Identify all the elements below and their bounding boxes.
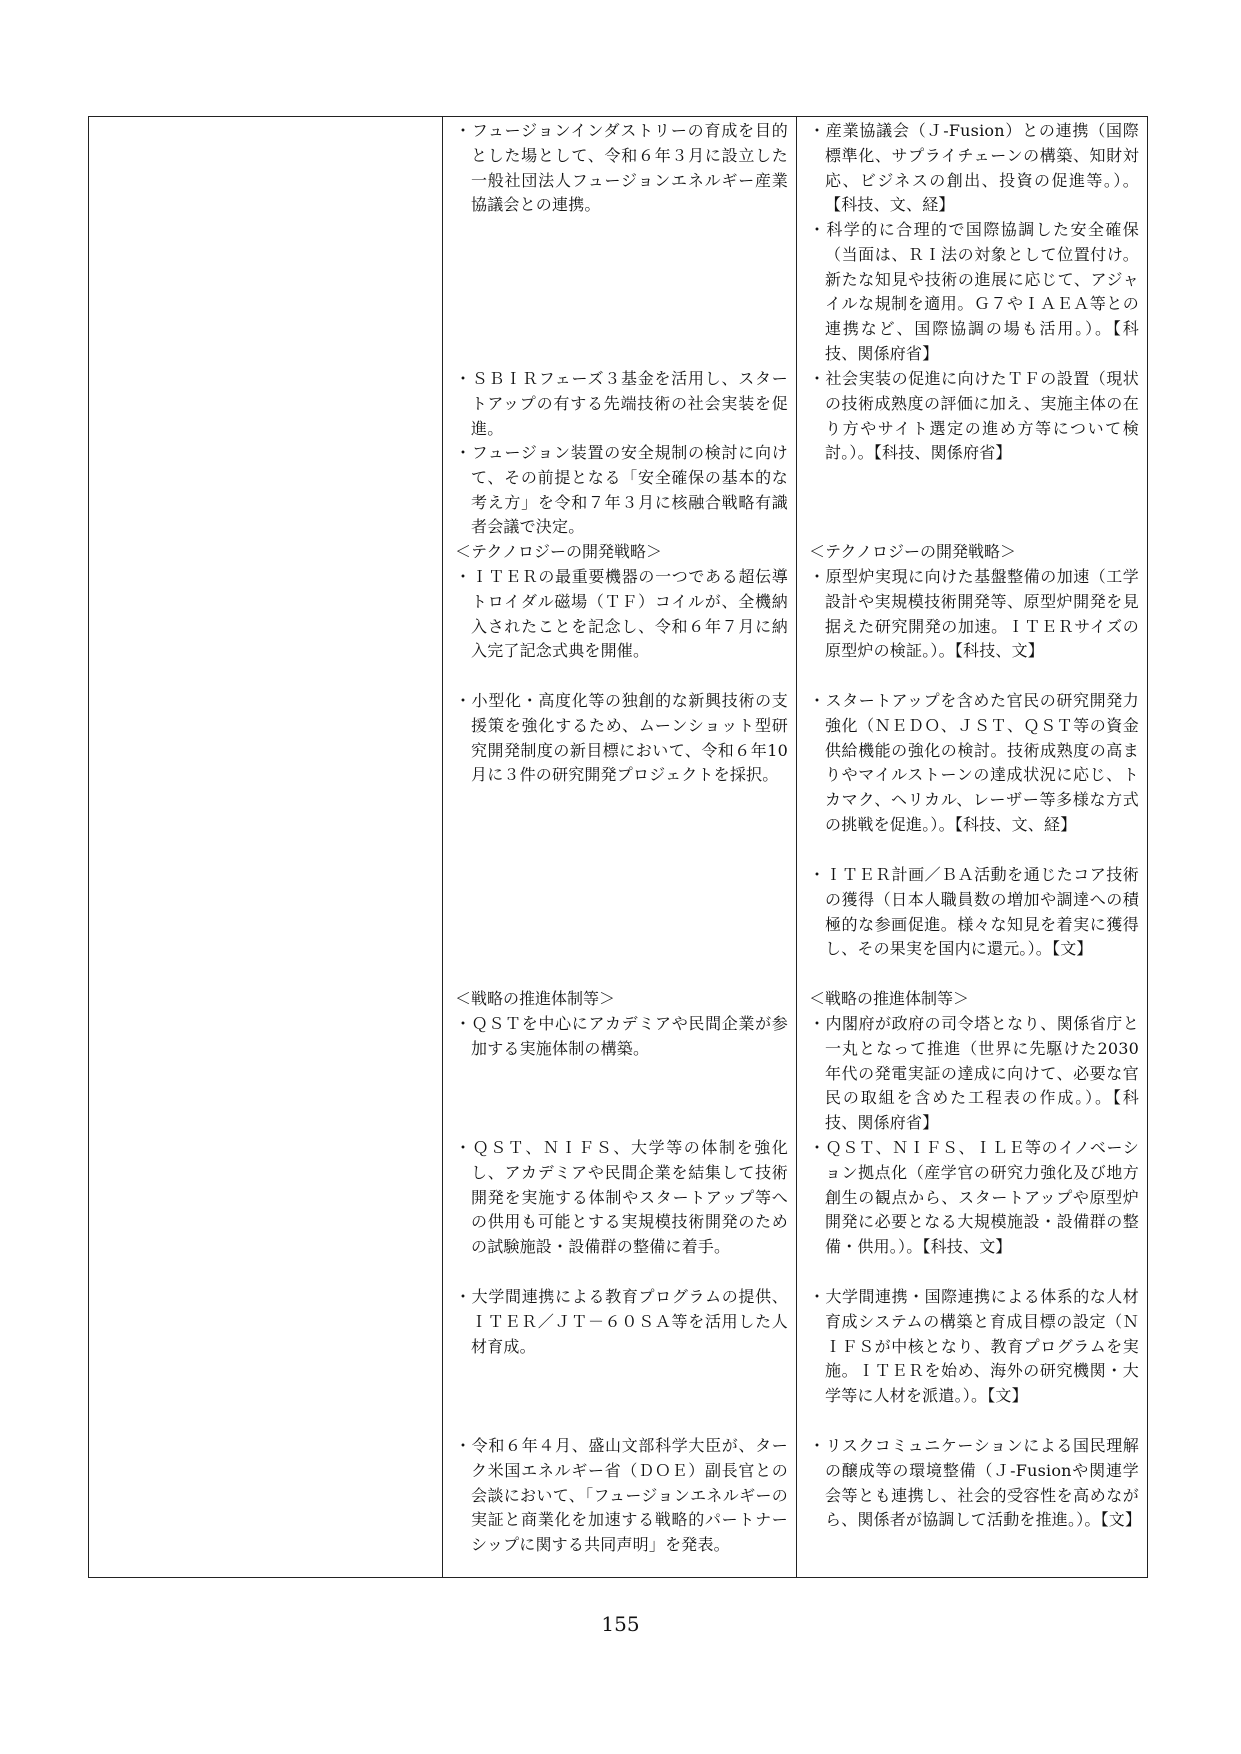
middle-item: ・フュージョン装置の安全規制の検討に向けて、その前提となる「安全確保の基本的な考え方」を令和７年３月に核融合戦略有識者会議で決定。 — [455, 443, 788, 537]
right-item: ・リスクコミュニケーションによる国民理解の醸成等の環境整備（Ｊ-Fusionや関連学会等とも連携し、社会的受容性を高めながら、関係者が協調して活動を推進。）。【文】 — [809, 1436, 1142, 1530]
middle-item: ・小型化・高度化等の独創的な新興技術の支援策を強化するため、ムーンショット型研究開発制度の新目標において、令和６年10月に３件の研究開発プロジェクトを採択。 — [455, 691, 788, 785]
right-item: ・ＱＳＴ、ＮＩＦＳ、ＩＬＥ等のイノベーション拠点化（産学官の研究力強化及び地方創生の観点から、スタートアップや原型炉開発に必要となる大規模施設・設備群の整備・供用。）。【科技、文】 — [809, 1138, 1139, 1257]
table-row — [89, 117, 1148, 1578]
right-item: ・ＩＴＥＲ計画／ＢＡ活動を通じたコア技術の獲得（日本人職員数の増加や調達への積極的な参画促進。様々な知見を着実に獲得し、その果実を国内に還元。）。【文】 — [809, 865, 1139, 959]
document-table — [88, 116, 1148, 1578]
middle-item: ・ＳＢＩＲフェーズ３基金を活用し、スタートアップの有する先端技術の社会実装を促進。 — [455, 369, 788, 438]
right-item: ・スタートアップを含めた官民の研究開発力強化（ＮＥＤＯ、ＪＳＴ、ＱＳＴ等の資金供給機能の強化の検討。技術成熟度の高まりやマイルストーンの達成状況に応じ、トカマク、ヘリカル、レーザー等多様な方式の挑戦を促進。）。【科技、文、経】 — [809, 691, 1139, 834]
right-item: ・産業協議会（Ｊ-Fusion）との連携（国際標準化、サプライチェーンの構築、知財対応、ビジネスの創出、投資の促進等。）。【科技、文、経】 — [809, 121, 1139, 215]
middle-item: ・ＱＳＴを中心にアカデミアや民間企業が参加する実施体制の構築。 — [455, 1014, 788, 1058]
section-heading-technology: ＜テクノロジーの開発戦略＞ — [809, 542, 1017, 561]
section-heading-structure: ＜戦略の推進体制等＞ — [809, 989, 970, 1008]
right-item: ・原型炉実現に向けた基盤整備の加速（工学設計や実規模技術開発等、原型炉開発を見据えた研究開発の加速。ＩＴＥＲサイズの原型炉の検証。）。【科技、文】 — [809, 567, 1139, 661]
section-heading-structure: ＜戦略の推進体制等＞ — [455, 989, 616, 1008]
middle-item: ・ＩＴＥＲの最重要機器の一つである超伝導トロイダル磁場（ＴＦ）コイルが、全機納入されたことを記念し、令和６年７月に納入完了記念式典を開催。 — [455, 567, 788, 661]
middle-item: ・令和６年４月、盛山文部科学大臣が、ターク米国エネルギー省（ＤＯＥ）副長官との会談において、「フュージョンエネルギーの実証と商業化を加速する戦略的パートナーシップに関する共同声明」を発表。 — [455, 1436, 788, 1555]
achievements-cell — [443, 117, 797, 1578]
right-item: ・科学的に合理的で国際協調した安全確保（当面は、ＲＩ法の対象として位置付け。新たな知見や技術の進展に応じて、アジャイルな規制を適用。Ｇ７やＩＡＥＡ等との連携など、国際協調の場も活用。）。【科技、関係府省】 — [809, 220, 1139, 363]
left-empty-cell — [89, 117, 443, 1578]
measures-cell — [797, 117, 1148, 1578]
middle-item: ・大学間連携による教育プログラムの提供、ＩＴＥＲ／ＪＴ－６０ＳＡ等を活用した人材育成。 — [455, 1287, 788, 1356]
right-item: ・大学間連携・国際連携による体系的な人材育成システムの構築と育成目標の設定（ＮＩＦＳが中核となり、教育プログラムを実施。ＩＴＥＲを始め、海外の研究機関・大学等に人材を派遣。）。【文】 — [809, 1287, 1139, 1406]
middle-item: ・ＱＳＴ、ＮＩＦＳ、大学等の体制を強化し、アカデミアや民間企業を結集して技術開発を実施する体制やスタートアップ等への供用も可能とする実規模技術開発のための試験施設・設備群の整備に着手。 — [455, 1138, 788, 1257]
section-heading-technology: ＜テクノロジーの開発戦略＞ — [455, 542, 663, 561]
right-item: ・社会実装の促進に向けたＴＦの設置（現状の技術成熟度の評価に加え、実施主体の在り方やサイト選定の進め方等について検討。）。【科技、関係府省】 — [809, 369, 1139, 463]
page-number: 155 — [601, 1612, 640, 1636]
right-item: ・内閣府が政府の司令塔となり、関係省庁と一丸となって推進（世界に先駆けた2030年代の発電実証の達成に向けて、必要な官民の取組を含めた工程表の作成。）。【科技、関係府省】 — [809, 1014, 1139, 1133]
middle-item: ・フュージョンインダストリーの育成を目的とした場として、令和６年３月に設立した一般社団法人フュージョンエネルギー産業協議会との連携。 — [455, 121, 788, 215]
